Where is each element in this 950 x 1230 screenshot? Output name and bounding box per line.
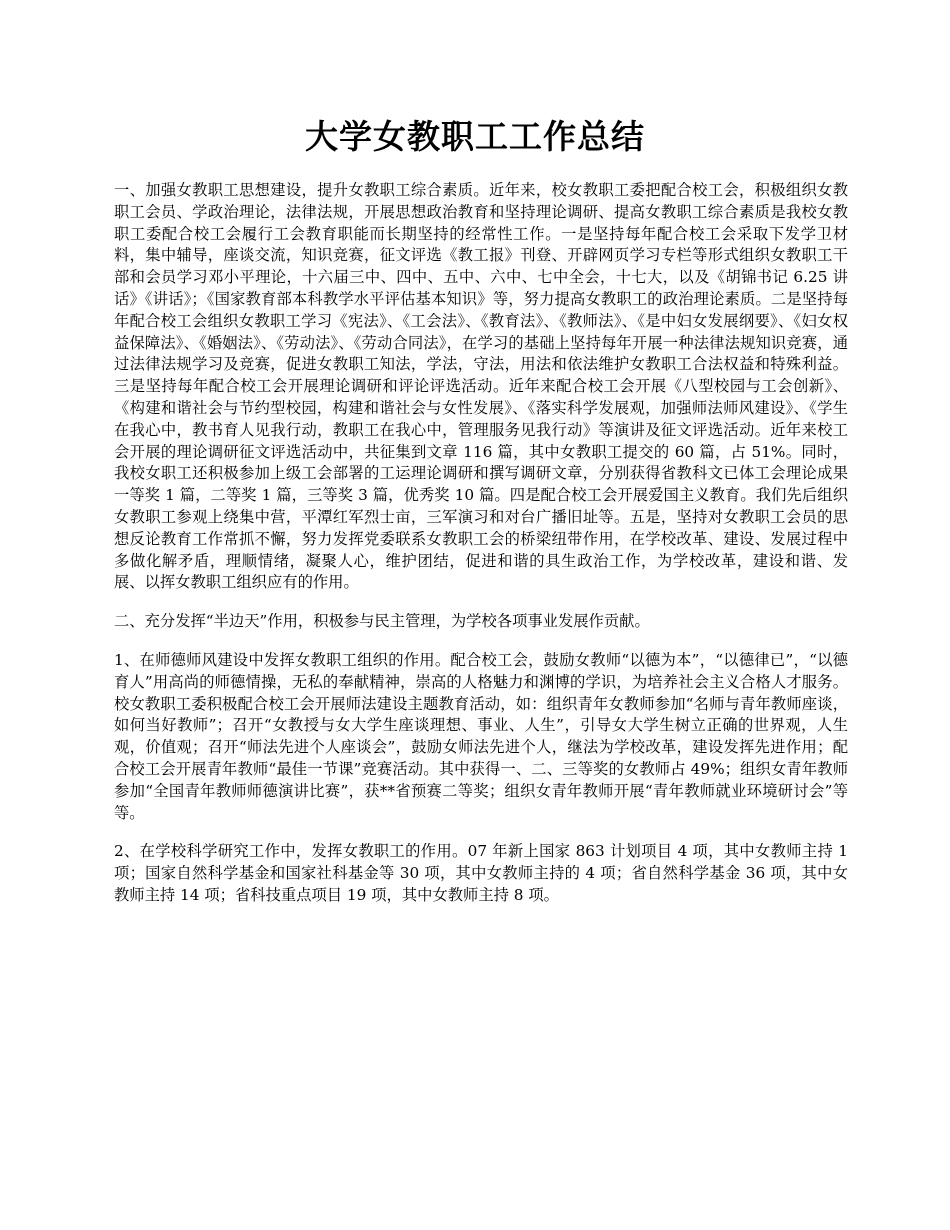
paragraph-section-2-heading: 二、充分发挥“半边天”作用，积极参与民主管理，为学校各项事业发展作贡献。 bbox=[114, 612, 650, 631]
paragraph-item-1: 1、在师德师风建设中发挥女教职工组织的作用。配合校工会，鼓励女教师“以德为本”，“以德律已”，“以德育人”用高尚的师德情操，无私的奉献精神，崇高的人格魅力和渊博的学识，为培养社会主义合格人才服务。校女教职工委积极配合校工会开展师法建设主题教育活动，如：组织青年女教师参加“名师与青年教师座谈，如何当好教师”；召开“女教授与女大学生座谈理想、事业、人生”，引导女大学生树立正确的世界观，人生观，价值观；召开“师法先进个人座谈会”，鼓励女师法先进个人，继法为学校改革，建设发挥先进作用；配合校工会开展青年教师“最佳一节课”竞赛活动。其中获得一、二、三等奖的女教师占 49%；组织女青年教师参加“全国青年教师师德演讲比赛”，获**省预赛二等奖；组织女青年教师开展“青年教师就业环境研讨会”等等。 bbox=[114, 650, 848, 822]
paragraph-section-1: 一、加强女教职工思想建设，提升女教职工综合素质。近年来，校女教职工委把配合校工会，积极组织女教职工会员、学政治理论，法律法规，开展思想政治教育和坚持理论调研、提高女教职工综合素质是我校女教职工委配合校工会履行工会教育职能而长期坚持的经常性工作。一是坚持每年配合校工会采取下发学卫材料，集中辅导，座谈交流，知识竞赛，征文评选《教工报》刊登、开辟网页学习专栏等形式组织女教职工干部和会员学习邓小平理论，十六届三中、四中、五中、六中、七中全会，十七大，以及《胡锦书记 6.25 讲话》《讲话》；《国家教育部本科教学水平评估基本知识》等，努力提高女教职工的政治理论素质。二是坚持每年配合校工会组织女教职工学习《宪法》、《工会法》、《教育法》、《教师法》、《是中妇女发展纲要》、《妇女权益保障法》、《婚姻法》、《劳动法》、《劳动合同法》，在学习的基础上坚持每年开展一种法律法规知识竞赛，通过法律法规学习及竞赛，促进女教职工知法，学法，守法，用法和依法维护女教职工合法权益和特殊利益。三是坚持每年配合校工会开展理论调研和评论评选活动。近年来配合校工会开展《八型校园与工会创新》、《构建和谐社会与节约型校园，构建和谐社会与女性发展》、《落实科学发展观，加强师法师风建设》、《学生在我心中，教书育人见我行动，教职工在我心中，管理服务见我行动》等演讲及征文评选活动。近年来校工会开展的理论调研征文评选活动中，共征集到文章 116 篇，其中女教职工提交的 60 篇，占 51%。同时，我校女职工还积极参加上级工会部署的工运理论调研和撰写调研文章，分别获得省教科文已体工会理论成果一等奖 1 篇，二等奖 1 篇，三等奖 3 篇，优秀奖 10 篇。四是配合校工会开展爱国主义教育。我们先后组织女教职工参观上绕集中营，平潭红军烈士亩，三军演习和对台广播旧址等。五是，坚持对女教职工会员的思想反论教育工作常抓不懈，努力发挥党委联系女教职工会的桥梁纽带作用，在学校改革、建设、发展过程中多做化解矛盾，理顺情绪，凝聚人心，维护团结，促进和谐的具生政治工作，为学校改革，建设和谐、发展、以挥女教职工组织应有的作用。 bbox=[114, 181, 848, 592]
document-body bbox=[114, 180, 848, 924]
paragraph-item-2: 2、在学校科学研究工作中，发挥女教职工的作用。07 年新上国家 863 计划项目 4 项，其中女教师主持 1 项；国家自然科学基金和国家社科基金等 30 项，其中女教师主持的 4 项；省自然科学基金 36 项，其中女教师主持 14 项；省科技重点项目 19 项，其中女教师主持 8 项。 bbox=[114, 842, 848, 904]
document-title: 大学女教职工工作总结 bbox=[305, 117, 645, 156]
